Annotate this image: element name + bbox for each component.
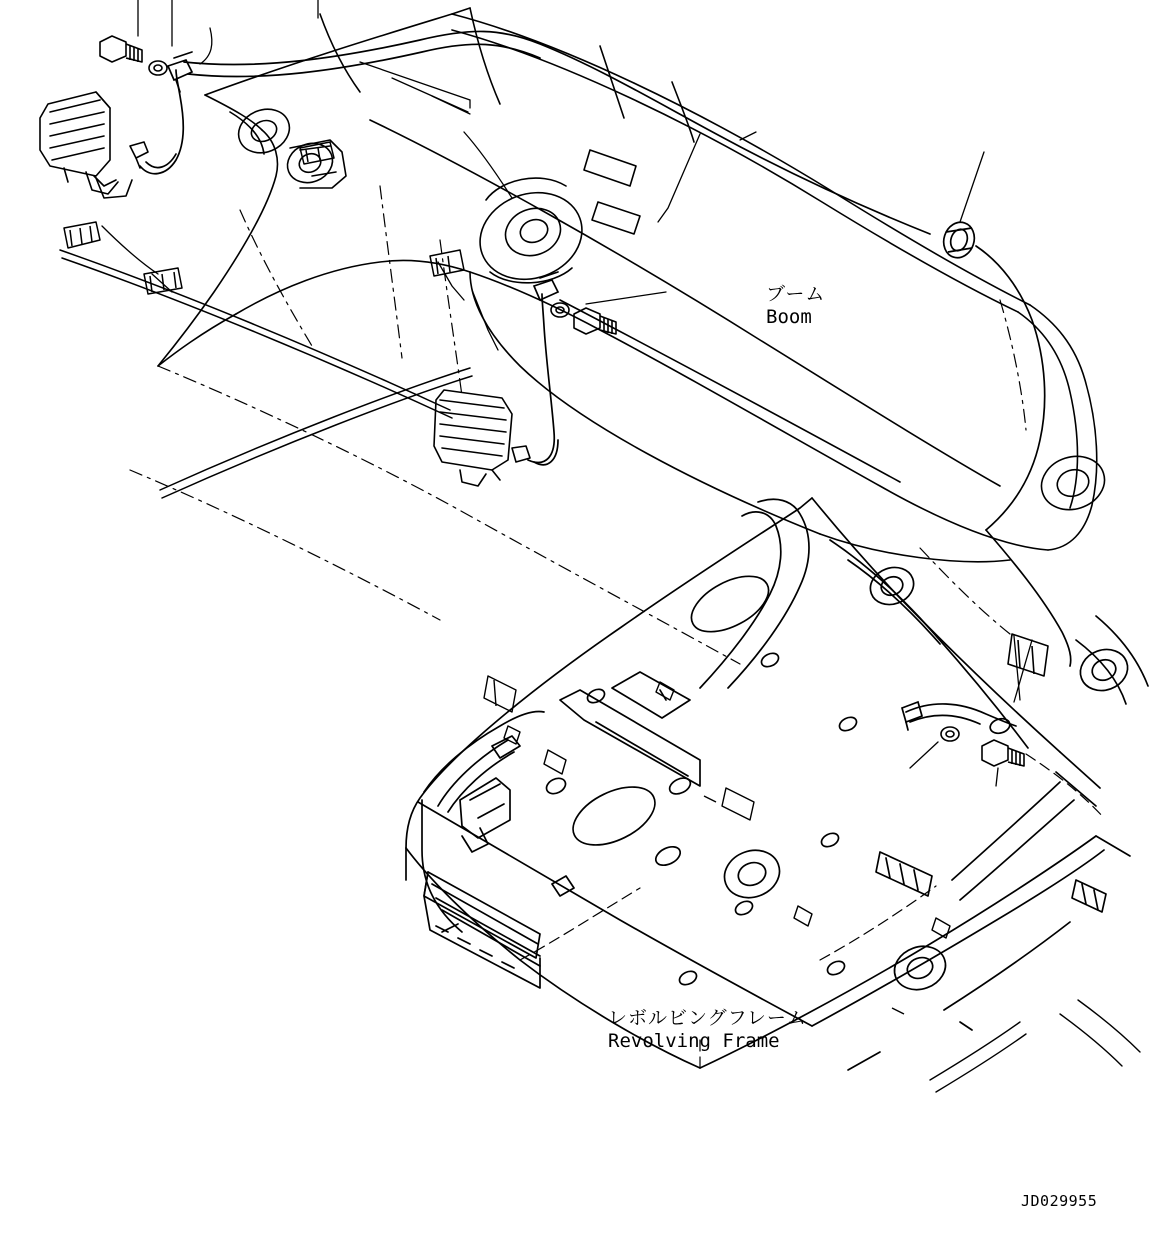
boom-label-en: Boom bbox=[766, 306, 812, 329]
revolving-frame-label-en: Revolving Frame bbox=[608, 1030, 780, 1053]
revolving-frame-label-jp: レボルビングフレーム bbox=[608, 1007, 807, 1029]
revolving-frame-label bbox=[608, 1007, 807, 1053]
boom-label bbox=[766, 283, 825, 329]
boom-label-jp: ブーム bbox=[766, 283, 826, 305]
drawing-number: JD029955 bbox=[1021, 1192, 1098, 1210]
